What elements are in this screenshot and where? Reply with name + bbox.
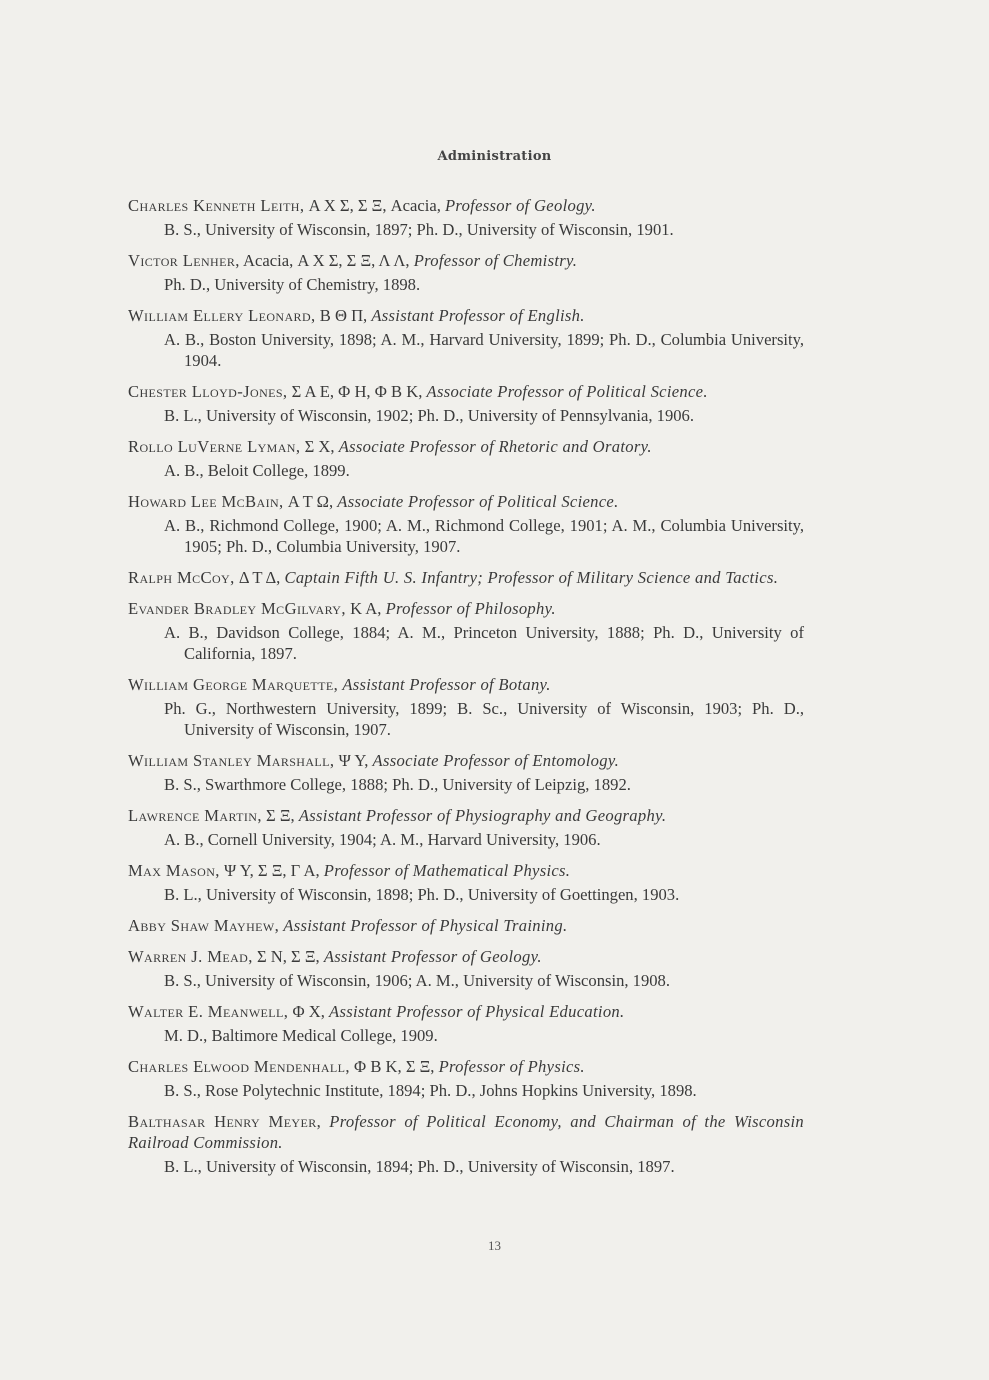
faculty-entry — [128, 250, 804, 295]
entry-heading — [128, 915, 804, 936]
faculty-name: Balthasar Henry Meyer, — [128, 1112, 322, 1131]
entry-heading — [128, 195, 804, 216]
faculty-degrees: A. B., Beloit College, 1899. — [164, 461, 350, 480]
faculty-name: Howard Lee McBain, — [128, 492, 284, 511]
faculty-title: Associate Professor of Political Science. — [426, 382, 708, 401]
faculty-entry — [128, 750, 804, 795]
entry-heading — [128, 1111, 804, 1153]
faculty-entry — [128, 305, 804, 371]
faculty-affiliations: Σ Ξ, — [261, 806, 299, 825]
entry-heading — [128, 860, 804, 881]
faculty-title: Assistant Professor of Physiography and Geography. — [298, 806, 667, 825]
faculty-title: Associate Professor of Rhetoric and Oratory. — [338, 437, 652, 456]
faculty-name: Rollo LuVerne Lyman, — [128, 437, 301, 456]
faculty-title: Associate Professor of Entomology. — [372, 751, 620, 770]
entry-heading — [128, 305, 804, 326]
faculty-name: Charles Kenneth Leith, — [128, 196, 305, 215]
entry-heading — [128, 598, 804, 619]
faculty-entry — [128, 381, 804, 426]
faculty-degrees: Ph. D., University of Chemistry, 1898. — [164, 275, 421, 294]
faculty-affiliations: Σ Α Ε, Φ Η, Φ Β Κ, — [287, 382, 427, 401]
faculty-degrees: B. L., University of Wisconsin, 1894; Ph. D., University of Wisconsin, 1897. — [164, 1157, 675, 1176]
faculty-entry — [128, 860, 804, 905]
faculty-title: Assistant Professor of English. — [371, 306, 585, 325]
faculty-affiliations: Φ Β Κ, Σ Ξ, — [349, 1057, 439, 1076]
faculty-degrees: Ph. G., Northwestern University, 1899; B. Sc., University of Wisconsin, 1903; Ph. D., University of Wisconsin, 1907. — [164, 699, 804, 739]
faculty-entry — [128, 946, 804, 991]
faculty-degrees: B. L., University of Wisconsin, 1898; Ph. D., University of Goettingen, 1903. — [164, 885, 680, 904]
entry-heading — [128, 436, 804, 457]
page-number: 13 — [488, 1238, 501, 1253]
entry-heading — [128, 1001, 804, 1022]
faculty-affiliations: Β Θ Π, — [315, 306, 372, 325]
faculty-degrees: B. S., University of Wisconsin, 1897; Ph. D., University of Wisconsin, 1901. — [164, 220, 674, 239]
faculty-affiliations: Σ Ν, Σ Ξ, — [252, 947, 324, 966]
faculty-affiliations: Ψ Υ, — [334, 751, 373, 770]
entry-heading — [128, 674, 804, 695]
faculty-name: Charles Elwood Mendenhall, — [128, 1057, 350, 1076]
faculty-affiliations: Φ Χ, — [288, 1002, 330, 1021]
faculty-entry — [128, 674, 804, 740]
entry-heading — [128, 491, 804, 512]
faculty-degrees: B. S., University of Wisconsin, 1906; A. M., University of Wisconsin, 1908. — [164, 971, 671, 990]
faculty-name: Abby Shaw Mayhew, — [128, 916, 280, 935]
faculty-title: Professor of Mathematical Physics. — [323, 861, 571, 880]
faculty-title: Professor of Physics. — [438, 1057, 585, 1076]
faculty-degrees: B. S., Rose Polytechnic Institute, 1894; Ph. D., Johns Hopkins University, 1898. — [164, 1081, 697, 1100]
faculty-entry — [128, 195, 804, 240]
faculty-title: Professor of Geology. — [445, 196, 596, 215]
faculty-entry — [128, 1056, 804, 1101]
faculty-name: Chester Lloyd-Jones, — [128, 382, 288, 401]
faculty-name: Evander Bradley McGilvary, — [128, 599, 346, 618]
faculty-title: Assistant Professor of Geology. — [323, 947, 542, 966]
page-header: Administration — [437, 149, 552, 164]
faculty-name: Walter E. Meanwell, — [128, 1002, 289, 1021]
faculty-entry — [128, 491, 804, 557]
faculty-degrees: B. L., University of Wisconsin, 1902; Ph. D., University of Pennsylvania, 1906. — [164, 406, 694, 425]
faculty-entry — [128, 805, 804, 850]
faculty-degrees: A. B., Richmond College, 1900; A. M., Richmond College, 1901; A. M., Columbia University, 1905; Ph. D., Columbia University, 1907. — [164, 516, 804, 556]
faculty-name: William George Marquette, — [128, 675, 339, 694]
faculty-degrees: B. S., Swarthmore College, 1888; Ph. D., University of Leipzig, 1892. — [164, 775, 631, 794]
faculty-name: Lawrence Martin, — [128, 806, 262, 825]
entry-heading — [128, 750, 804, 771]
faculty-affiliations: Δ Τ Δ, — [234, 568, 285, 587]
faculty-title: Assistant Professor of Botany. — [342, 675, 551, 694]
faculty-name: Ralph McCoy, — [128, 568, 235, 587]
faculty-name: William Stanley Marshall, — [128, 751, 335, 770]
faculty-title: Professor of Political Economy, and Chairman of the Wisconsin Railroad Commission. — [128, 1112, 804, 1152]
faculty-list — [128, 195, 804, 1187]
faculty-degrees: A. B., Davidson College, 1884; A. M., Princeton University, 1888; Ph. D., University of California, 1897. — [164, 623, 804, 663]
entry-heading — [128, 1056, 804, 1077]
faculty-affiliations: Acacia, Α Χ Σ, Σ Ξ, Λ Λ, — [239, 251, 414, 270]
faculty-entry — [128, 1111, 804, 1177]
faculty-title: Professor of Chemistry. — [413, 251, 578, 270]
entry-heading — [128, 567, 804, 588]
faculty-title: Captain Fifth U. S. Infantry; Professor of Military Science and Tactics. — [284, 568, 779, 587]
faculty-degrees: A. B., Boston University, 1898; A. M., Harvard University, 1899; Ph. D., Columbia University, 1904. — [164, 330, 804, 370]
faculty-entry — [128, 915, 804, 936]
faculty-entry — [128, 567, 804, 588]
faculty-affiliations: Α Χ Σ, Σ Ξ, Acacia, — [304, 196, 445, 215]
entry-heading — [128, 805, 804, 826]
faculty-entry — [128, 1001, 804, 1046]
entry-heading — [128, 381, 804, 402]
faculty-degrees: M. D., Baltimore Medical College, 1909. — [164, 1026, 438, 1045]
faculty-degrees: A. B., Cornell University, 1904; A. M., Harvard University, 1906. — [164, 830, 601, 849]
faculty-name: William Ellery Leonard, — [128, 306, 316, 325]
faculty-title: Assistant Professor of Physical Education. — [329, 1002, 625, 1021]
entry-heading — [128, 250, 804, 271]
faculty-affiliations: Α Τ Ω, — [283, 492, 338, 511]
faculty-name: Victor Lenher, — [128, 251, 240, 270]
faculty-title: Professor of Philosophy. — [385, 599, 556, 618]
faculty-name: Warren J. Mead, — [128, 947, 253, 966]
faculty-affiliations: Σ Χ, — [300, 437, 339, 456]
faculty-affiliations: Ψ Υ, Σ Ξ, Γ Α, — [219, 861, 324, 880]
faculty-title: Assistant Professor of Physical Training. — [283, 916, 568, 935]
faculty-name: Max Mason, — [128, 861, 220, 880]
entry-heading — [128, 946, 804, 967]
faculty-affiliations: Κ Α, — [345, 599, 386, 618]
faculty-title: Associate Professor of Political Science. — [337, 492, 619, 511]
faculty-entry — [128, 598, 804, 664]
faculty-entry — [128, 436, 804, 481]
